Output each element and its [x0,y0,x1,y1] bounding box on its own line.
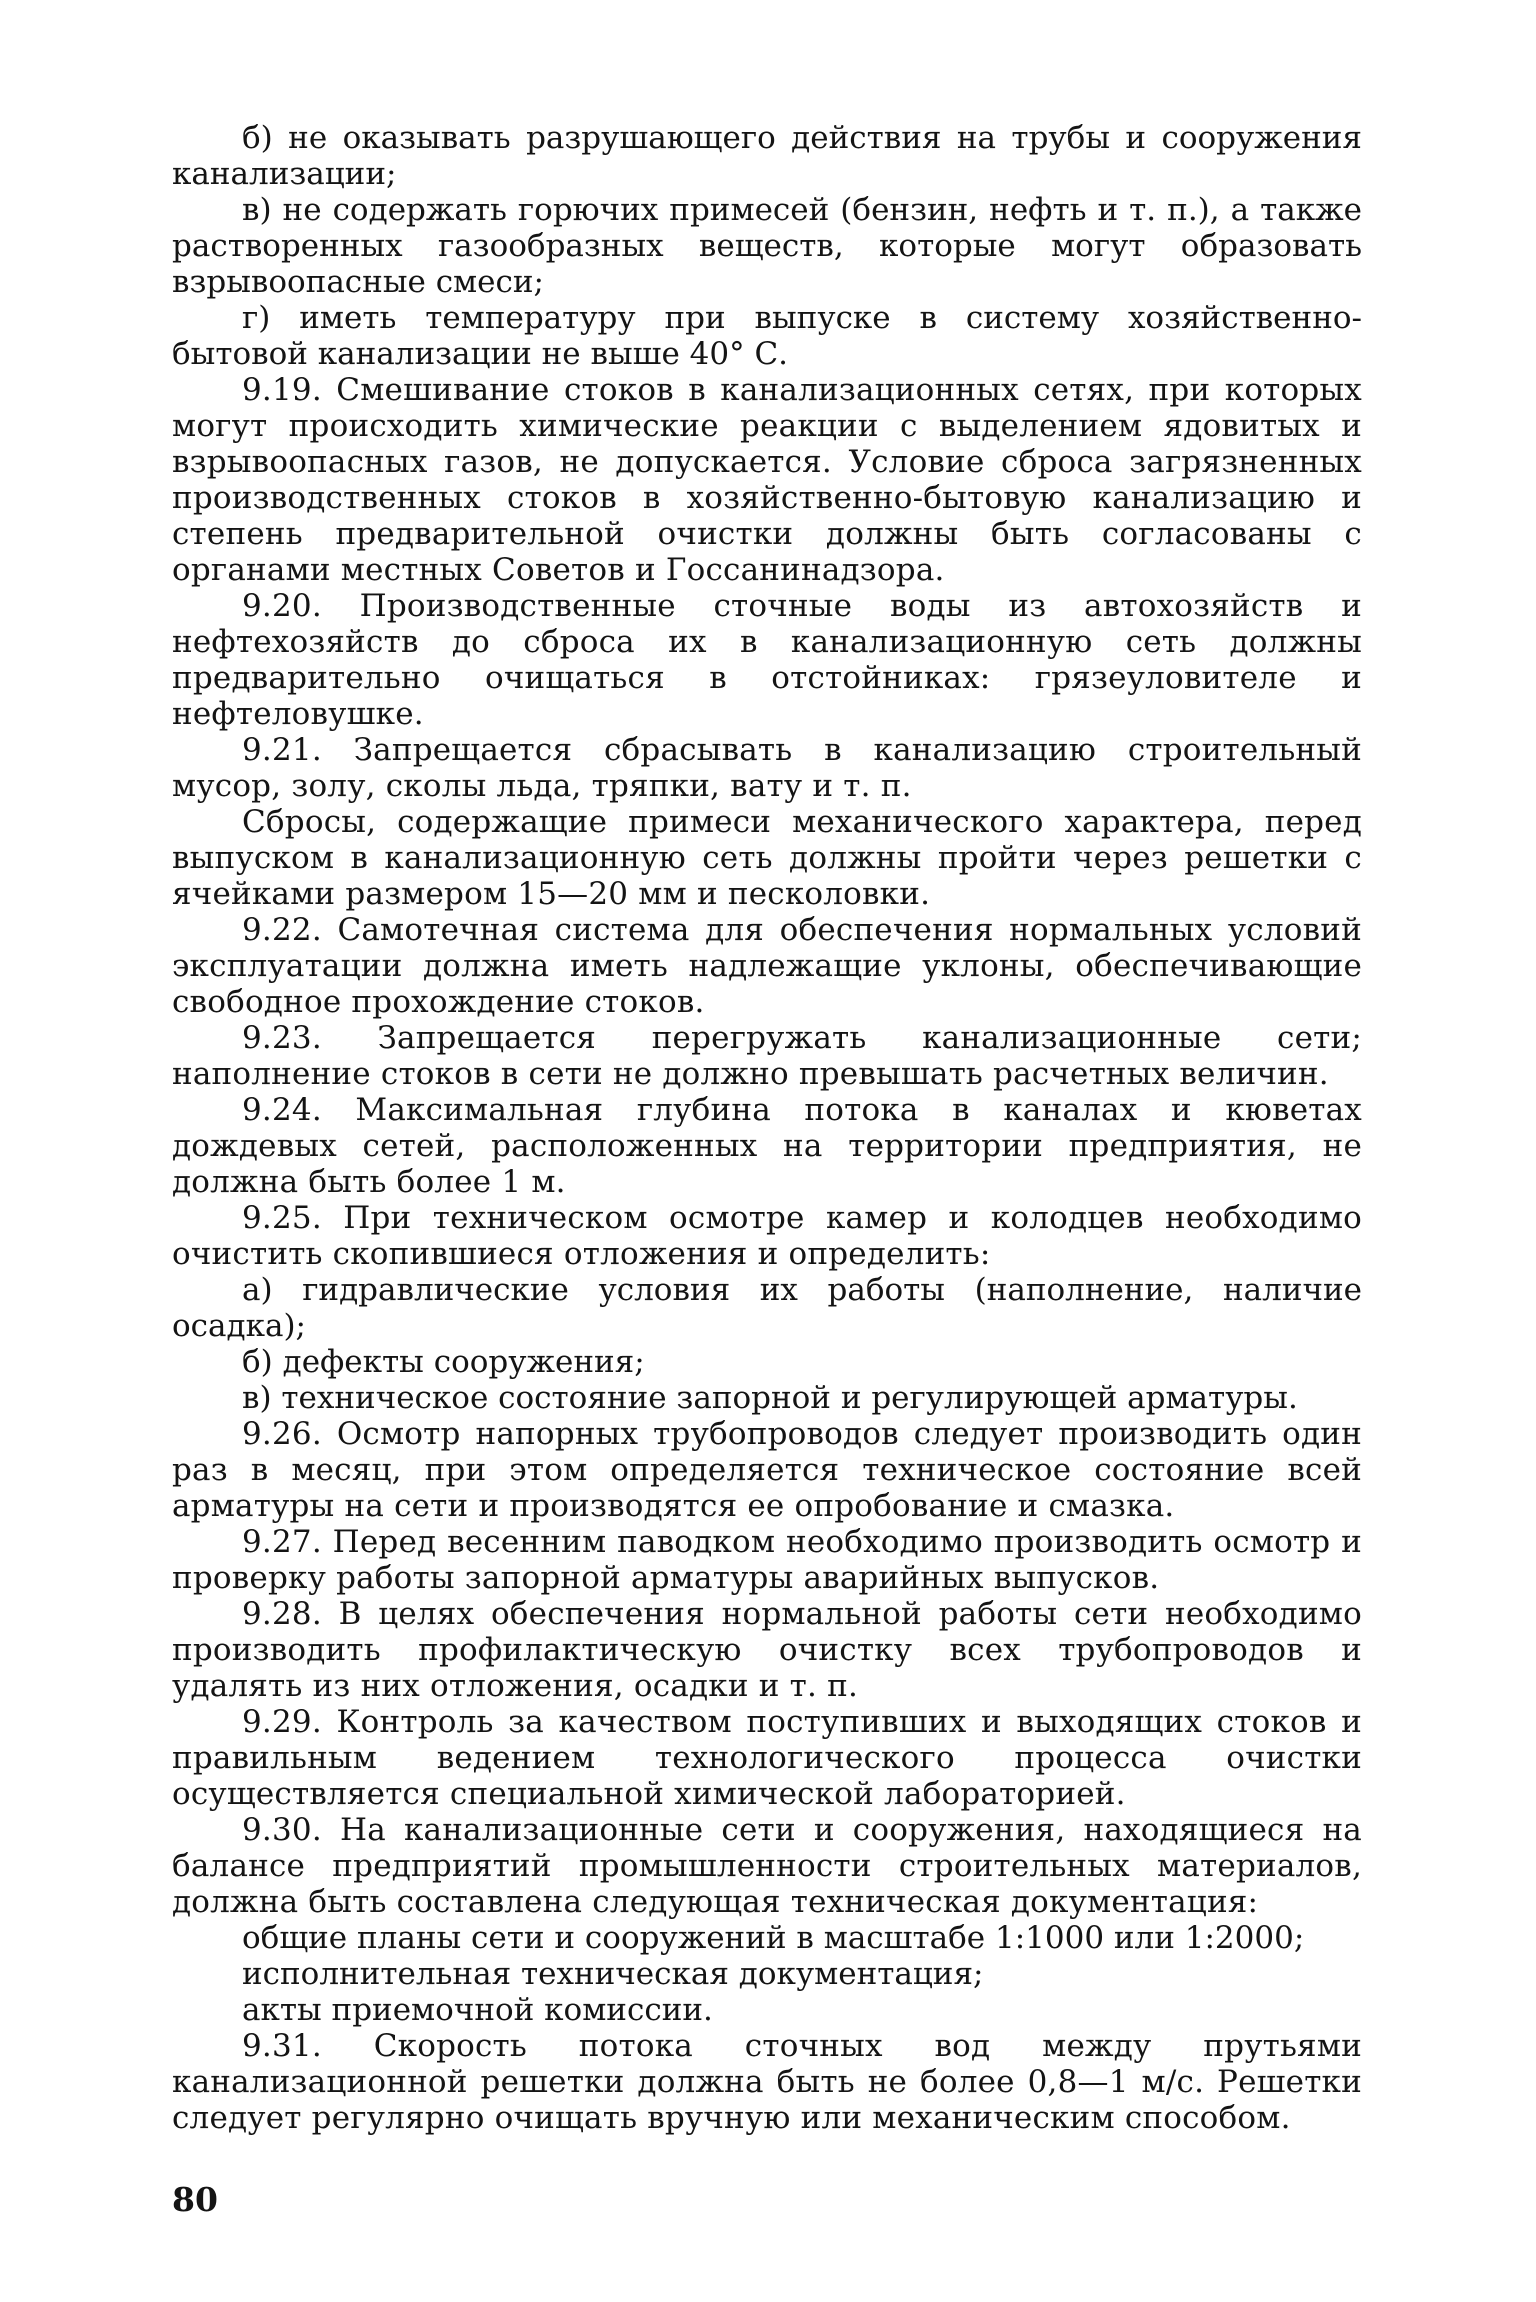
page-body [172,120,1362,2136]
clause-9-28: 9.28. В целях обеспечения нормальной работы сети необходимо производить профилактическую очистку всех трубопроводов и удалять из них отложения, осадки и т. п. [172,1596,1362,1704]
clause-9-27: 9.27. Перед весенним паводком необходимо производить осмотр и проверку работы запорной арматуры аварийных выпусков. [172,1524,1362,1596]
clause-9-30-item-docs: исполнительная техническая документация; [242,1956,984,1992]
page-number: 80 [172,2180,218,2219]
clause-9-25: 9.25. При техническом осмотре камер и колодцев необходимо очистить скопившиеся отложения и определить: [172,1200,1362,1272]
clause-9-26: 9.26. Осмотр напорных трубопроводов следует производить один раз в месяц, при этом определяется техническое состояние всей арматуры на сети и производятся ее опробование и смазка. [172,1416,1362,1524]
clause-9-21-continued: Сбросы, содержащие примеси механического характера, перед выпуском в канализационную сеть должны пройти через решетки с ячейками размером 15—20 мм и песколовки. [172,804,1362,912]
clause-9-30-item-acts: акты приемочной комиссии. [242,1992,713,2028]
clause-9-23: 9.23. Запрещается перегружать канализационные сети; наполнение стоков в сети не должно превышать расчетных величин. [172,1020,1362,1092]
clause-9-19: 9.19. Смешивание стоков в канализационных сетях, при которых могут происходить химические реакции с выделением ядовитых и взрывоопасных газов, не допускается. Условие сброса загрязненных производственных стоков в хозяйственно-бытовую канализацию и степень предварительной очистки должны быть согласованы с органами местных Советов и Госсанинадзора. [172,372,1362,588]
clause-9-21: 9.21. Запрещается сбрасывать в канализацию строительный мусор, золу, сколы льда, тряпки, вату и т. п. [172,732,1362,804]
clause-9-29: 9.29. Контроль за качеством поступивших и выходящих стоков и правильным ведением технологического процесса очистки осуществляется специальной химической лабораторией. [172,1704,1362,1812]
list-item-b: б) не оказывать разрушающего действия на трубы и сооружения канализации; [172,120,1362,192]
clause-9-25-item-a: а) гидравлические условия их работы (наполнение, наличие осадка); [172,1272,1362,1344]
clause-9-30-item-plans: общие планы сети и сооружений в масштабе 1:1000 или 1:2000; [242,1920,1305,1956]
clause-9-20: 9.20. Производственные сточные воды из автохозяйств и нефтехозяйств до сброса их в канализационную сеть должны предварительно очищаться в отстойниках: грязеуловителе и нефтеловушке. [172,588,1362,732]
clause-9-24: 9.24. Максимальная глубина потока в каналах и кюветах дождевых сетей, расположенных на территории предприятия, не должна быть более 1 м. [172,1092,1362,1200]
clause-9-25-item-b: б) дефекты сооружения; [242,1344,645,1380]
list-item-v: в) не содержать горючих примесей (бензин, нефть и т. п.), а также растворенных газообразных веществ, которые могут образовать взрывоопасные смеси; [172,192,1362,300]
clause-9-22: 9.22. Самотечная система для обеспечения нормальных условий эксплуатации должна иметь надлежащие уклоны, обеспечивающие свободное прохождение стоков. [172,912,1362,1020]
clause-9-30: 9.30. На канализационные сети и сооружения, находящиеся на балансе предприятий промышленности строительных материалов, должна быть составлена следующая техническая документация: [172,1812,1362,1920]
list-item-g: г) иметь температуру при выпуске в систему хозяйственно-бытовой канализации не выше 40° С. [172,300,1362,372]
clause-9-31: 9.31. Скорость потока сточных вод между прутьями канализационной решетки должна быть не более 0,8—1 м/с. Решетки следует регулярно очищать вручную или механическим способом. [172,2028,1362,2136]
clause-9-25-item-v: в) техническое состояние запорной и регулирующей арматуры. [242,1380,1298,1416]
